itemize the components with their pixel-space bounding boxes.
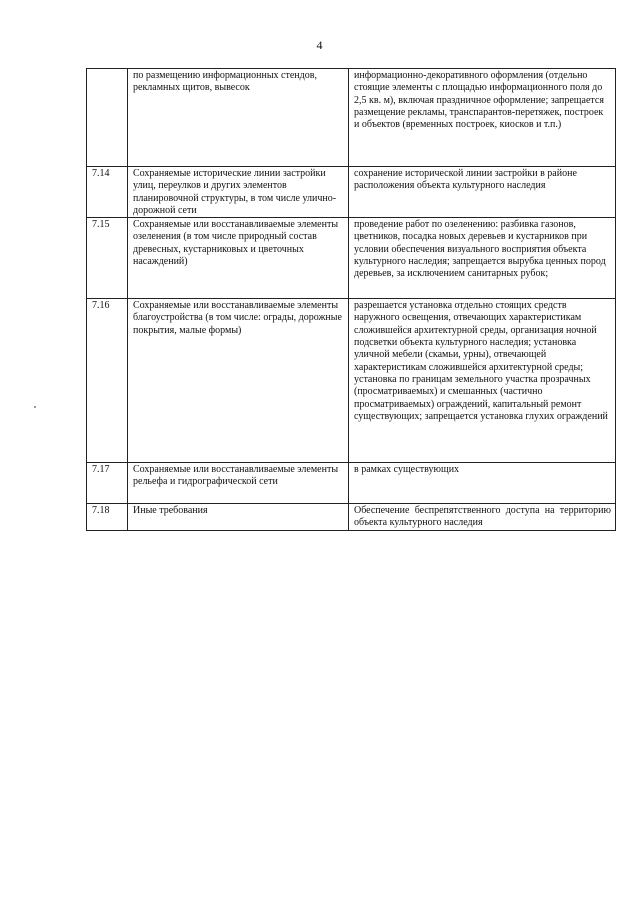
table-row <box>87 504 616 531</box>
row-number-cell: 7.17 <box>87 463 128 504</box>
table-row <box>87 299 616 463</box>
requirement-text-cell: Обеспечение беспрепятственного доступа на территорию объекта культурного наследия <box>349 504 616 531</box>
requirements-table <box>86 68 616 531</box>
row-number-cell: 7.16 <box>87 299 128 463</box>
table-row <box>87 167 616 218</box>
page-number: 4 <box>316 38 323 52</box>
requirement-name-cell: Иные требования <box>128 504 349 531</box>
requirement-name-cell: Сохраняемые или восстанавливаемые элементы озеленения (в том числе природный состав древесных, кустарниковых и цветочных насаждений) <box>128 218 349 299</box>
requirement-name-cell: Сохраняемые или восстанавливаемые элементы рельефа и гидрографической сети <box>128 463 349 504</box>
row-number-cell: 7.18 <box>87 504 128 531</box>
table-row <box>87 218 616 299</box>
row-number-cell <box>87 69 128 167</box>
requirement-name-cell: по размещению информационных стендов, рекламных щитов, вывесок <box>128 69 349 167</box>
requirement-text-cell: сохранение исторической линии застройки в районе расположения объекта культурного наследия <box>349 167 616 218</box>
requirement-text-cell: проведение работ по озеленению: разбивка газонов, цветников, посадка новых деревьев и кустарников при условии обеспечения визуального восприятия объекта культурного наследия; запрещается вырубка ценных пород деревьев, за исключением санитарных рубок; <box>349 218 616 299</box>
row-number-cell: 7.15 <box>87 218 128 299</box>
table-row <box>87 69 616 167</box>
requirement-name-cell: Сохраняемые или восстанавливаемые элементы благоустройства (в том числе: ограды, дорожные покрытия, малые формы) <box>128 299 349 463</box>
table-row <box>87 463 616 504</box>
requirement-text-cell: информационно-декоративного оформления (отдельно стоящие элементы с площадью информационного поля до 2,5 кв. м), включая праздничное оформление; запрещается размещение рекламы, транспарантов-перетяжек, построек и объектов (временных построек, киосков и т.п.) <box>349 69 616 167</box>
requirement-name-cell: Сохраняемые исторические линии застройки улиц, переулков и других элементов планировочной структуры, в том числе улично-дорожной сети <box>128 167 349 218</box>
requirement-text-cell: разрешается установка отдельно стоящих средств наружного освещения, отвечающих характеристикам сложившейся архитектурной среды, организация ночной подсветки объекта культурного наследия; установка уличной мебели (скамьи, урны), отвечающей характеристикам сложившейся архитектурной среды; установка по границам земельного участка прозрачных (просматриваемых) и смешанных (частично просматриваемых) ограждений, капитальный ремонт существующих; запрещается установка глухих ограждений <box>349 299 616 463</box>
row-number-cell: 7.14 <box>87 167 128 218</box>
scan-artifact <box>34 406 36 408</box>
requirement-text-cell: в рамках существующих <box>349 463 616 504</box>
